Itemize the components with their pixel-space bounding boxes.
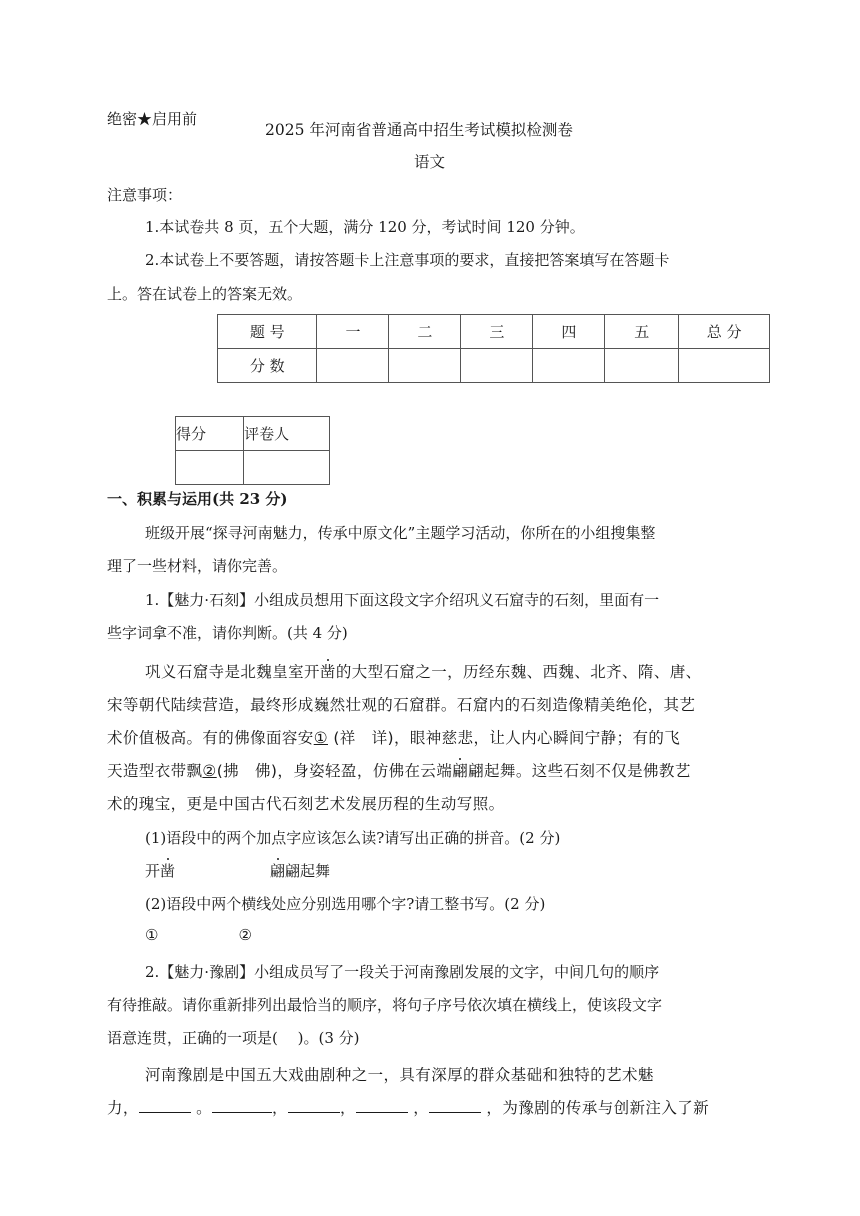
passage-2-line-2: 力， 。 ， ， ， ，为豫剧的传承与创新注入了新 bbox=[107, 1099, 710, 1117]
score-header-cell: 五 bbox=[605, 315, 679, 349]
score-cell[interactable] bbox=[679, 349, 770, 383]
question-1-a: 1.【魅力·石刻】小组成员想用下面这段文字介绍巩义石窟寺的石刻，里面有一 bbox=[145, 591, 660, 609]
score-cell[interactable] bbox=[461, 349, 533, 383]
exam-title: 2025 年河南省普通高中招生考试模拟检测卷 bbox=[265, 121, 573, 139]
passage-1-line-2: 宋等朝代陆续营造，最终形成巍然壮观的石窟群。石窟内的石刻造像精美绝伦，其艺 bbox=[107, 696, 696, 714]
passage-1-line-3: 术价值极高。有的佛像面容安① (祥 详)，眼神慈悲，让人内心瞬间宁静；有的飞 bbox=[107, 729, 681, 747]
score-cell[interactable] bbox=[605, 349, 679, 383]
answer-blank[interactable] bbox=[139, 1098, 191, 1113]
section-1-heading: 一、积累与运用(共 23 分) bbox=[107, 490, 288, 508]
question-2-a: 2.【魅力·豫剧】小组成员写了一段关于河南豫剧发展的文字，中间几句的顺序 bbox=[145, 963, 660, 981]
score-header-cell: 一 bbox=[317, 315, 389, 349]
question-1-1: (1)语段中的两个加点字应该怎么读?请写出正确的拼音。(2 分) bbox=[145, 829, 561, 847]
notice-item-2-a: 2.本试卷上不要答题，请按答题卡上注意事项的要求，直接把答案填写在答题卡 bbox=[145, 251, 670, 269]
score-cell[interactable] bbox=[389, 349, 461, 383]
section-1-intro-b: 理了一些材料，请你完善。 bbox=[107, 557, 288, 575]
answer-blank[interactable] bbox=[288, 1098, 340, 1113]
question-1-2-answer: ① ② bbox=[145, 926, 252, 944]
grader-score-cell[interactable] bbox=[176, 451, 244, 485]
score-header-cell: 总 分 bbox=[679, 315, 770, 349]
blank-mark-2: ② bbox=[202, 762, 217, 780]
notice-item-1: 1.本试卷共 8 页，五个大题，满分 120 分，考试时间 120 分钟。 bbox=[145, 218, 585, 236]
passage-2-line-1: 河南豫剧是中国五大戏曲剧种之一，具有深厚的群众基础和独特的艺术魅 bbox=[145, 1066, 654, 1084]
notice-item-2-b: 上。答在试卷上的答案无效。 bbox=[107, 285, 303, 303]
question-2-c: 语意连贯，正确的一项是( )。(3 分) bbox=[107, 1029, 360, 1047]
subject-title: 语文 bbox=[414, 153, 446, 171]
dotted-char: 凿 bbox=[319, 663, 336, 681]
answer-blank[interactable] bbox=[212, 1098, 272, 1113]
passage-1-line-5: 术的瑰宝，更是中国古代石刻艺术发展历程的生动写照。 bbox=[107, 795, 505, 813]
score-table bbox=[217, 314, 770, 383]
score-cell[interactable] bbox=[533, 349, 605, 383]
answer-blank[interactable] bbox=[429, 1098, 481, 1113]
question-1-1-answer: 开凿 翩翩起舞 bbox=[145, 862, 331, 880]
question-1-2: (2)语段中两个横线处应分别选用哪个字?请工整书写。(2 分) bbox=[145, 895, 546, 913]
secret-label: 绝密★启用前 bbox=[107, 110, 198, 128]
grader-name-cell[interactable] bbox=[244, 451, 330, 485]
section-1-intro-a: 班级开展“探寻河南魅力，传承中原文化”主题学习活动，你所在的小组搜集整 bbox=[145, 524, 656, 542]
grader-score-label: 得分 bbox=[176, 417, 244, 451]
score-row-label: 分 数 bbox=[218, 349, 317, 383]
grader-name-label: 评卷人 bbox=[244, 417, 330, 451]
question-2-b: 有待推敲。请你重新排列出最恰当的顺序，将句子序号依次填在横线上，使该段文字 bbox=[107, 996, 663, 1014]
score-header-cell: 三 bbox=[461, 315, 533, 349]
passage-1-line-1: 巩义石窟寺是北魏皇室开凿的大型石窟之一，历经东魏、西魏、北齐、隋、唐、 bbox=[145, 663, 702, 681]
question-1-b: 些字词拿不准，请你判断。(共 4 分) bbox=[107, 624, 348, 642]
passage-1-line-4: 天造型衣带飘②(拂 佛)，身姿轻盈，仿佛在云端翩翩起舞。这些石刻不仅是佛教艺 bbox=[107, 762, 691, 780]
dotted-char: 翩 bbox=[452, 762, 469, 780]
score-header-cell: 四 bbox=[533, 315, 605, 349]
notice-heading: 注意事项： bbox=[107, 186, 183, 204]
score-header-cell: 题 号 bbox=[218, 315, 317, 349]
grader-table bbox=[175, 416, 330, 485]
answer-blank[interactable] bbox=[356, 1098, 408, 1113]
blank-mark-1: ① bbox=[313, 729, 328, 747]
score-cell[interactable] bbox=[317, 349, 389, 383]
score-header-cell: 二 bbox=[389, 315, 461, 349]
